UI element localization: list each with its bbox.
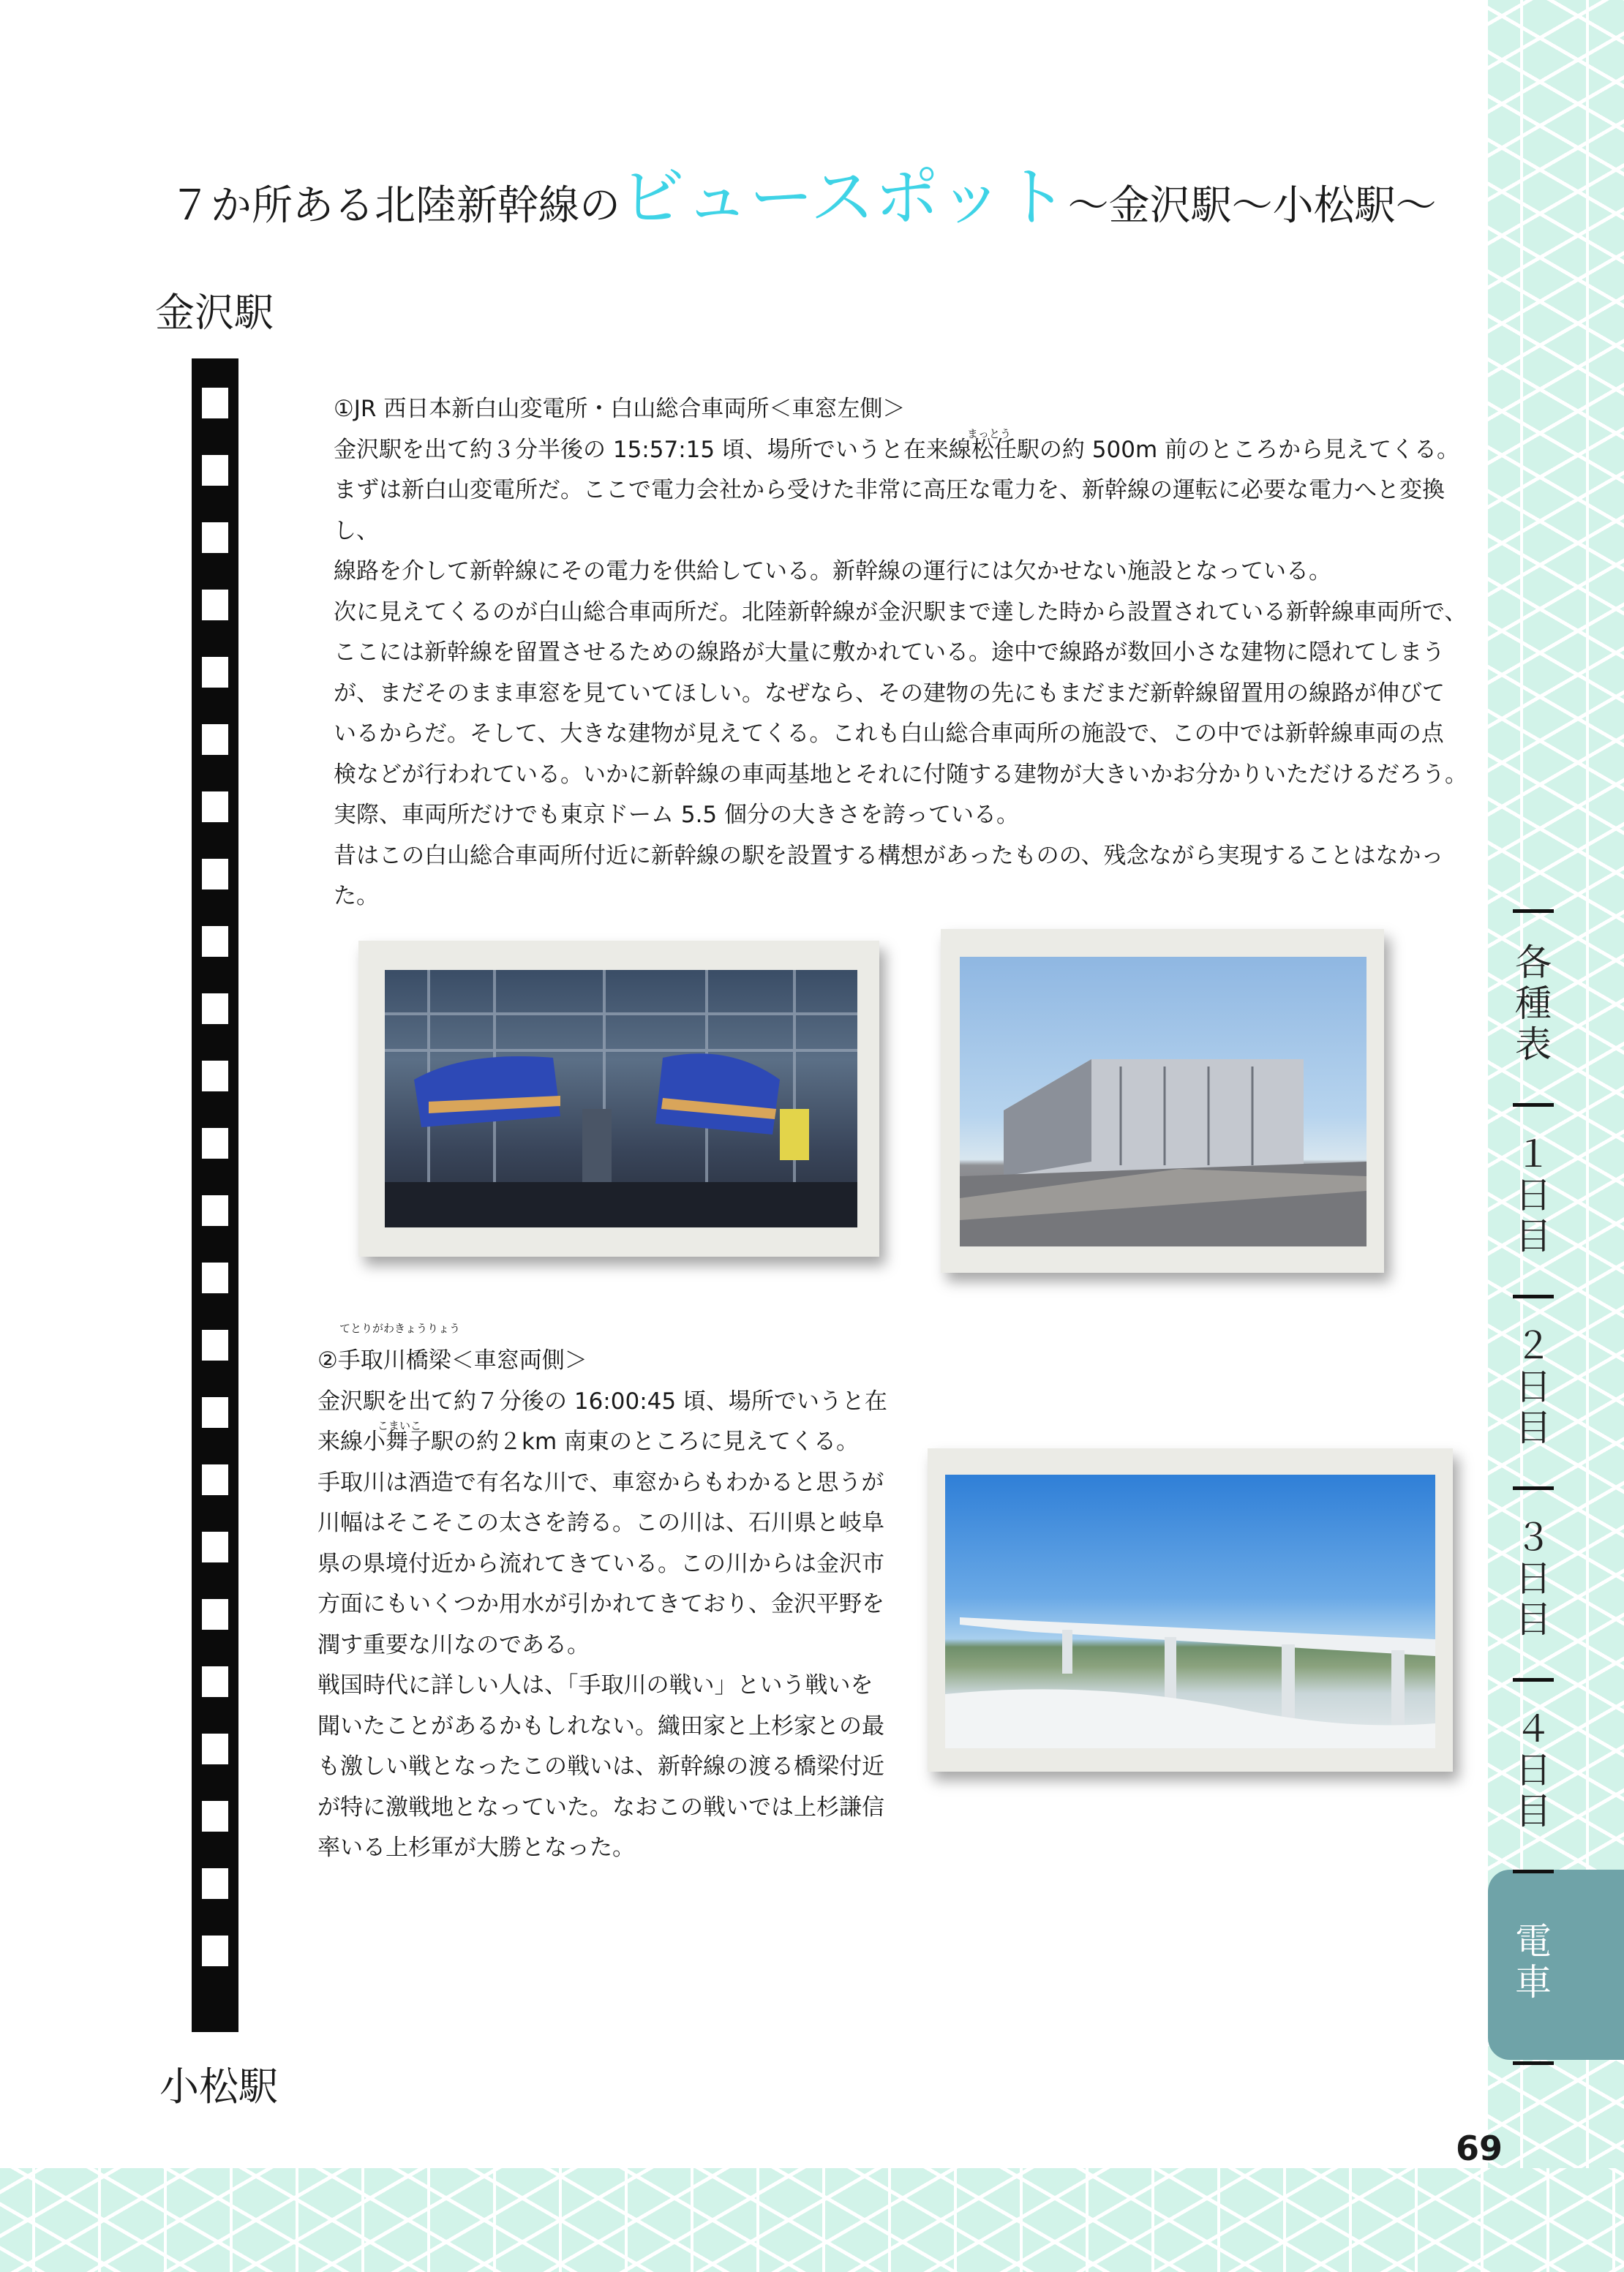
spot2-line: 金沢駅を出て約７分後の 16:00:45 頃、場所でいうと在: [317, 1388, 887, 1415]
spot2-line: 川幅はそこそこの太さを誇る。この川は、石川県と岐阜: [317, 1510, 884, 1536]
spot2-line: 手取川は酒造で有名な川で、車窓からもわかると思うが: [317, 1469, 884, 1496]
page-title-prefix: ７か所ある北陸新幹線の: [170, 182, 620, 230]
station-end-label: 小松駅: [159, 2064, 278, 2110]
film-strip-hole: [202, 388, 228, 418]
film-strip-hole: [202, 1599, 228, 1630]
tab-divider-line: [1513, 1870, 1554, 1873]
asanoha-pattern-bottom: [0, 2168, 1624, 2272]
page-title-suffix: 〜金沢駅〜小松駅〜: [1067, 182, 1437, 230]
tab-divider-line: [1513, 1678, 1554, 1682]
spot1-line: 検などが行われている。いかに新幹線の車両基地とそれに付随する建物が大きいかお分かりいただけるだろう。: [334, 761, 1467, 788]
spot2-line: 率いる上杉軍が大勝となった。: [317, 1835, 635, 1861]
spot2-heading-furigana: てとりがわきょうりょう: [339, 1322, 461, 1335]
tab-divider-line: [1513, 1486, 1554, 1490]
photo-frame-rail-depot: [358, 941, 879, 1257]
spot1-line: が、まだそのまま車窓を見ていてほしい。なぜなら、その建物の先にもまだまだ新幹線留置用の線路が伸びて: [334, 680, 1445, 707]
spot1-line: 昔はこの白山総合車両所付近に新幹線の駅を設置する構想があったものの、残念ながら実現することはなかっ: [334, 842, 1444, 869]
film-strip-hole: [202, 1195, 228, 1226]
film-strip-hole: [202, 1397, 228, 1428]
spot1-line: 次に見えてくるのが白山総合車両所だ。北陸新幹線が金沢駅まで達した時から設置されている新幹線車両所で、: [334, 598, 1467, 625]
photo-substation-building: [960, 957, 1367, 1246]
spot1-line: た。: [334, 883, 379, 909]
photo-tedori-river-bridge: [945, 1475, 1435, 1748]
spot1-line: 線路を介して新幹線にその電力を供給している。新幹線の運行には欠かせない施設となっている。: [334, 558, 1331, 584]
film-strip-hole: [202, 1532, 228, 1562]
tab-divider-line: [1513, 1295, 1554, 1298]
film-strip-hole: [202, 522, 228, 553]
film-strip-hole: [202, 1936, 228, 1966]
film-strip-hole: [202, 1061, 228, 1091]
film-strip-hole: [202, 455, 228, 486]
spot1-section: [334, 389, 1488, 917]
film-strip-hole: [202, 926, 228, 957]
spot1-line: まずは新白山変電所だ。ここで電力会社から受けた非常に高圧な電力を、新幹線の運転に必要な電力へと変換し、: [334, 477, 1445, 544]
spot1-heading: ①JR 西日本新白山変電所・白山総合車両所＜車窓左側＞: [334, 396, 906, 422]
spot1-line: 金沢駅を出て約３分半後の 15:57:15 頃、場所でいうと在来線松任駅の約 500m 前のところから見えてくる。: [334, 436, 1460, 463]
page-number: 69: [1456, 2129, 1503, 2168]
tab-divider-line: [1513, 909, 1554, 913]
spot2-line: 方面にもいくつか用水が引かれてきており、金沢平野を: [317, 1591, 884, 1617]
film-strip-hole: [202, 1801, 228, 1832]
spot2-line: 戦国時代に詳しい人は、「手取川の戦い」という戦いを: [317, 1672, 873, 1699]
spot2-section: [317, 1322, 909, 1869]
film-strip-hole: [202, 590, 228, 620]
tab-divider-line: [1513, 2061, 1554, 2065]
film-strip-hole: [202, 724, 228, 755]
page-title-highlight: ビュースポット: [620, 159, 1068, 235]
film-strip-hole: [202, 993, 228, 1024]
film-strip-hole: [202, 657, 228, 688]
tab-train-active[interactable]: [1488, 1870, 1624, 2060]
spot2-line: も激しい戦となったこの戦いは、新幹線の渡る橋梁付近: [317, 1753, 884, 1780]
film-strip-hole: [202, 1263, 228, 1293]
page-title: [170, 157, 1472, 238]
film-strip-hole: [202, 1128, 228, 1159]
spot1-line: ここには新幹線を留置させるための線路が大量に敷かれている。途中で線路が数回小さな建物に隠れてしまう: [334, 639, 1445, 666]
film-strip-hole: [202, 859, 228, 889]
spot1-line: 実際、車両所だけでも東京ドーム 5.5 個分の大きさを誇っている。: [334, 802, 1020, 828]
film-strip-hole: [202, 1464, 228, 1495]
spot2-line: が特に激戦地となっていた。なおこの戦いでは上杉謙信: [317, 1794, 884, 1821]
side-tab-5[interactable]: ４ 日 目: [1515, 1708, 1552, 1832]
spot2-line: 県の県境付近から流れてきている。この川からは金沢市: [317, 1550, 884, 1577]
photo-shinkansen-depot: [385, 970, 857, 1227]
spot2-line: 潤す重要な川なのである。: [317, 1631, 590, 1658]
side-tab-4[interactable]: ３ 日 目: [1515, 1516, 1552, 1641]
spot2-furigana: こまいこ: [377, 1419, 422, 1432]
station-start-label: 金沢駅: [155, 290, 274, 336]
side-tab-3[interactable]: ２ 日 目: [1515, 1325, 1552, 1449]
film-strip-hole: [202, 1666, 228, 1697]
spot1-furigana: まっとう: [967, 426, 1012, 440]
film-strip-hole: [202, 1330, 228, 1361]
side-tab-1[interactable]: 各 種 表: [1515, 941, 1552, 1066]
spot1-line: いるからだ。そして、大きな建物が見えてくる。これも白山総合車両所の施設で、この中では新幹線車両の点: [334, 721, 1444, 747]
film-strip-hole: [202, 1868, 228, 1899]
photo-frame-bridge: [928, 1448, 1453, 1772]
film-strip-route-line: [192, 358, 238, 2032]
spot2-line: 聞いたことがあるかもしれない。織田家と上杉家との最: [317, 1712, 884, 1739]
film-strip-hole: [202, 791, 228, 822]
photo-frame-substation: [941, 929, 1384, 1273]
side-tab-6[interactable]: 電 車: [1515, 1920, 1552, 2004]
spot2-line: 来線小舞子駅の約２km 南東のところに見えてくる。: [317, 1429, 860, 1455]
tab-divider-line: [1513, 1103, 1554, 1107]
spot2-heading: ②手取川橋梁＜車窓両側＞: [317, 1347, 587, 1374]
side-tab-2[interactable]: １ 日 目: [1515, 1133, 1552, 1257]
film-strip-hole: [202, 1734, 228, 1764]
